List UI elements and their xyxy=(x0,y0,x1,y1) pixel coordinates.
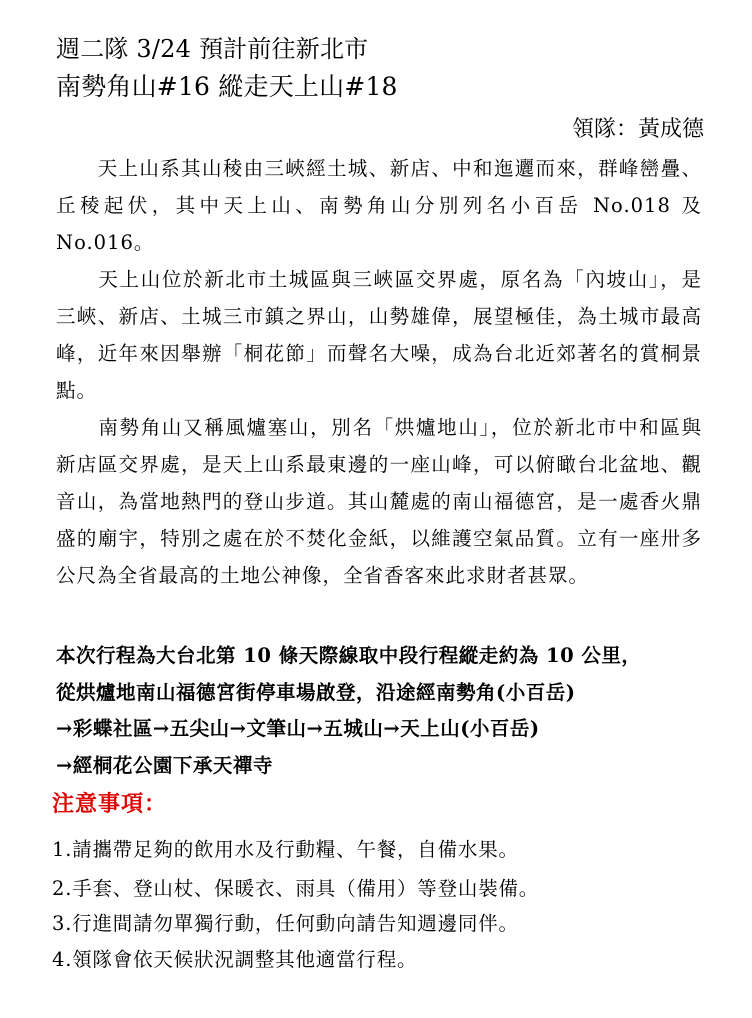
tianshang-paragraph: 天上山位於新北市土城區與三峽區交界處，原名為「內坡山」，是三峽、新店、土城三市鎮之界山，山勢雄偉，展望極佳，為土城市最高峰，近年來因舉辦「桐花節」而聲名大噪，成為台北近郊著名的賞桐景點。 xyxy=(56,268,702,402)
intro-paragraph: 天上山系其山稜由三峽經土城、新店、中和迤邐而來，群峰巒疊、丘稜起伏，其中天上山、南勢角山分別列名小百岳 No.018 及 No.016。 xyxy=(56,157,702,254)
title-line-1: 週二隊 3/24 預計前往新北市 xyxy=(56,35,369,63)
itinerary-block xyxy=(56,638,706,784)
notice-item: 2.手套、登山杖、保暖衣、雨具（備用）等登山裝備。 xyxy=(52,877,540,900)
itinerary-line: →經桐花公園下承天禪寺 xyxy=(56,753,273,777)
notice-item: 3.行進間請勿單獨行動，任何動向請告知週邊同伴。 xyxy=(52,912,519,935)
itinerary-line: 從烘爐地南山福德宮街停車場啟登，沿途經南勢角(小百岳) xyxy=(56,680,576,704)
notice-item: 1.請攜帶足夠的飲用水及行動糧、午餐，自備水果。 xyxy=(52,838,519,861)
nanshijiao-paragraph: 南勢角山又稱風爐塞山，別名「烘爐地山」，位於新北市中和區與新店區交界處，是天上山系最東邊的一座山峰，可以俯瞰台北盆地、觀音山，為當地熱門的登山步道。其山麓處的南山福德宮，是一處香火鼎盛的廟宇，特別之處在於不焚化金紙，以維護空氣品質。立有一座卅多公尺為全省最高的土地公神像，全省香客來此求財者甚眾。 xyxy=(56,416,702,587)
itinerary-line: →彩蝶社區→五尖山→文筆山→五城山→天上山(小百岳) xyxy=(56,717,540,740)
title-line-2: 南勢角山#16 縱走天上山#18 xyxy=(56,72,398,101)
itinerary-line: 本次行程為大台北第 10 條天際線取中段行程縱走約為 10 公里， xyxy=(56,644,642,667)
notice-item: 4.領隊會依天候狀況調整其他適當行程。 xyxy=(52,948,418,971)
notice-heading: 注意事項： xyxy=(52,791,168,817)
leader-label: 領隊：黃成德 xyxy=(571,117,704,142)
